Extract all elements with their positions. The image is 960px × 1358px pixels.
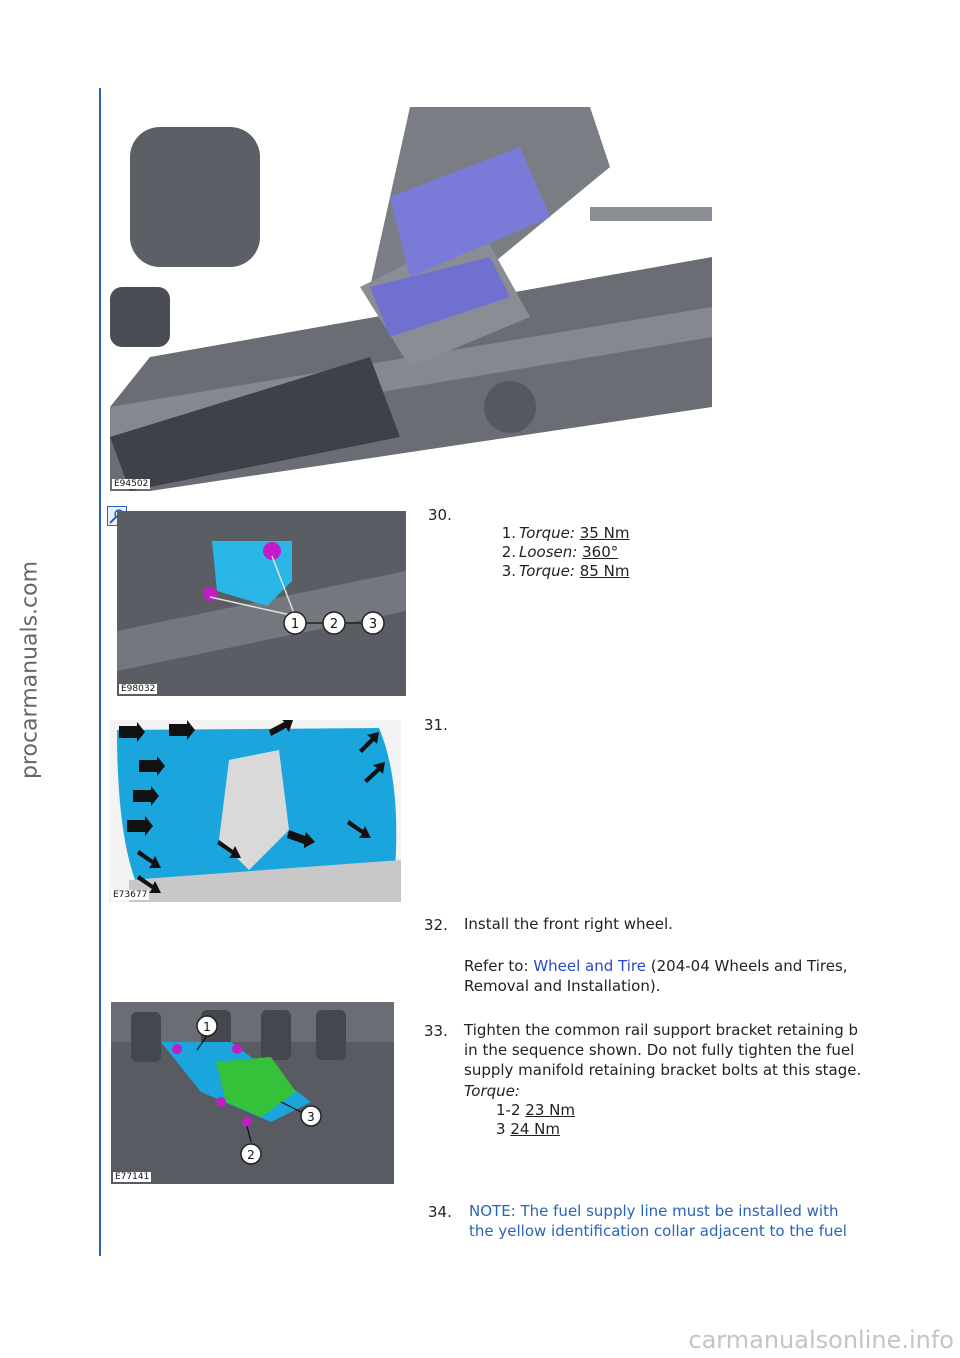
subframe-illustration bbox=[110, 107, 712, 491]
step-number-34: 34. bbox=[428, 1203, 452, 1221]
step-33-line-2: in the sequence shown. Do not fully tighten the fuel bbox=[464, 1041, 855, 1059]
step-32-refer-2: Removal and Installation). bbox=[464, 977, 661, 995]
step-30-item-3: 3. Torque: 85 Nm bbox=[501, 562, 630, 580]
callout-2: 2 bbox=[247, 1148, 255, 1162]
watermark: carmanualsonline.info bbox=[688, 1326, 954, 1354]
callout-1: 1 bbox=[290, 617, 300, 632]
common-rail-illustration bbox=[111, 1002, 394, 1184]
step-30-item-1: 1. Torque: 35 Nm bbox=[501, 524, 630, 542]
step-32-text: Install the front right wheel. bbox=[464, 915, 673, 933]
figure-code: E98032 bbox=[121, 684, 156, 694]
callout-3: 3 bbox=[307, 1110, 315, 1124]
step-number-33: 33. bbox=[424, 1022, 448, 1040]
step-34-note-2: the yellow identification collar adjacent to the fuel bbox=[469, 1222, 847, 1240]
figure-rear-subframe bbox=[110, 107, 712, 491]
step-32-refer: Refer to: Wheel and Tire (204-04 Wheels and Tires, bbox=[464, 957, 848, 975]
step-30-list bbox=[486, 524, 629, 581]
figure-splash-shield bbox=[109, 720, 401, 902]
side-brand bbox=[10, 560, 50, 780]
wheel-and-tire-link[interactable]: Wheel and Tire bbox=[533, 957, 646, 975]
step-33-torque-2: 3 24 Nm bbox=[496, 1120, 561, 1138]
step-33-torque-label: Torque: bbox=[464, 1082, 520, 1100]
step-30-item-2: 2. Loosen: 360° bbox=[501, 543, 619, 561]
margin-rule bbox=[99, 88, 101, 1256]
callout-1: 1 bbox=[203, 1020, 211, 1034]
step-34-note-1: NOTE: The fuel supply line must be installed with bbox=[469, 1202, 839, 1220]
figure-common-rail-bracket bbox=[111, 1002, 394, 1184]
figure-bracket-torque bbox=[117, 511, 406, 696]
bracket-illustration bbox=[117, 511, 406, 696]
figure-code: E94502 bbox=[114, 479, 149, 489]
step-number-30: 30. bbox=[428, 506, 452, 524]
figure-code: E73677 bbox=[113, 890, 148, 900]
step-33-line-1: Tighten the common rail support bracket retaining b bbox=[464, 1021, 859, 1039]
step-number-31: 31. bbox=[424, 716, 448, 734]
splash-shield-illustration bbox=[109, 720, 401, 902]
step-33-line-3: supply manifold retaining bracket bolts at this stage. bbox=[464, 1061, 862, 1079]
side-brand-text: procarmanuals.com bbox=[17, 560, 43, 780]
step-33-torque-1: 1-2 23 Nm bbox=[496, 1101, 575, 1119]
figure-code: E77141 bbox=[115, 1172, 150, 1182]
callout-3: 3 bbox=[368, 617, 378, 632]
step-number-32: 32. bbox=[424, 916, 448, 934]
callout-2: 2 bbox=[329, 617, 339, 632]
